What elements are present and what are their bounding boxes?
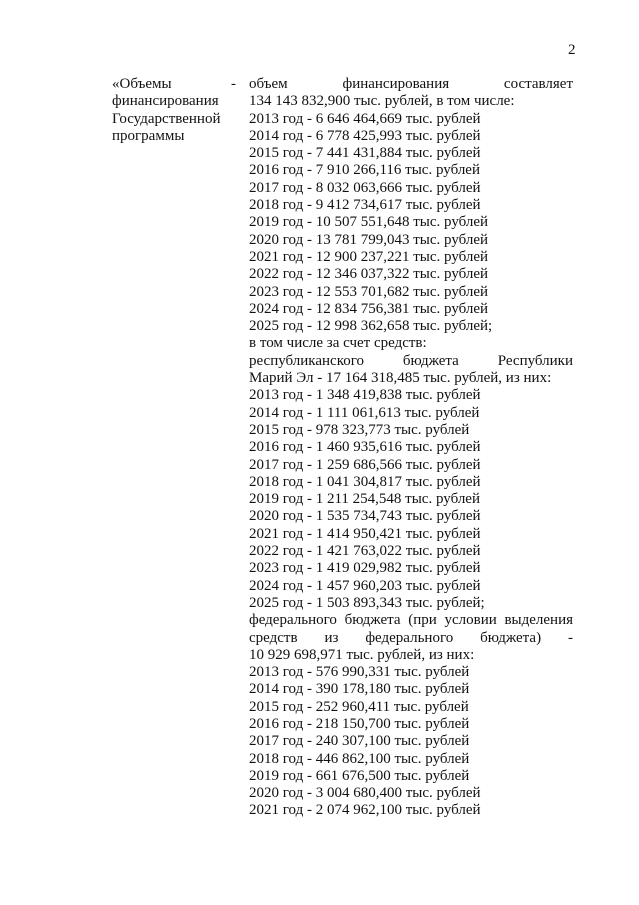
label-line: Государственной [112,110,221,127]
text-line: объем финансирования составляет [249,76,573,92]
label-line: «Объемы [112,76,172,92]
text-line: 2016 год - 7 910 266,116 тыс. рублей [249,162,480,179]
label-line: программы [112,127,185,144]
text-line: 2013 год - 576 990,331 тыс. рублей [249,664,470,681]
text-line: 2013 год - 6 646 464,669 тыс. рублей [249,110,481,127]
text-line: 2014 год - 390 178,180 тыс. рублей [249,681,470,698]
text-line: 2025 год - 1 503 893,343 тыс. рублей; [249,594,485,611]
text-line: 2015 год - 252 960,411 тыс. рублей [249,698,469,715]
text-line: 2018 год - 9 412 734,617 тыс. рублей [249,197,481,214]
text-line: 2019 год - 10 507 551,648 тыс. рублей [249,214,489,231]
text-line: 10 929 698,971 тыс. рублей, из них: [249,646,475,663]
text-line: 2015 год - 7 441 431,884 тыс. рублей [249,145,481,162]
text-line: 2018 год - 1 041 304,817 тыс. рублей [249,473,481,490]
text-line: 2017 год - 8 032 063,666 тыс. рублей [249,179,481,196]
text-line: 2018 год - 446 862,100 тыс. рублей [249,750,470,767]
text-line: 2013 год - 1 348 419,838 тыс. рублей [249,387,481,404]
text-line: 2015 год - 978 323,773 тыс. рублей [249,421,470,438]
text-line: Марий Эл - 17 164 318,485 тыс. рублей, из них: [249,370,552,387]
text-line: 2020 год - 13 781 799,043 тыс. рублей [249,231,489,248]
text-line: 2020 год - 1 535 734,743 тыс. рублей [249,508,481,525]
text-line: в том числе за счет средств: [249,335,427,352]
text-line: 2024 год - 1 457 960,203 тыс. рублей [249,577,481,594]
text-line: 2025 год - 12 998 362,658 тыс. рублей; [249,318,493,335]
text-line: федерального бюджета (при условии выделения [249,612,573,629]
label-line: финансирования [112,93,219,110]
text-line: 2014 год - 1 111 061,613 тыс. рублей [249,404,480,421]
text-line: 2021 год - 2 074 962,100 тыс. рублей [249,802,481,819]
text-line: 2017 год - 1 259 686,566 тыс. рублей [249,456,481,473]
text-line: 2021 год - 12 900 237,221 тыс. рублей [249,248,489,265]
text-line: 2020 год - 3 004 680,400 тыс. рублей [249,785,481,802]
text-line: 2014 год - 6 778 425,993 тыс. рублей [249,127,481,144]
text-line: 2022 год - 1 421 763,022 тыс. рублей [249,543,481,560]
text-line: 2016 год - 1 460 935,616 тыс. рублей [249,439,481,456]
page-number: 2 [568,42,576,58]
text-line: 2021 год - 1 414 950,421 тыс. рублей [249,525,481,542]
text-line: 2024 год - 12 834 756,381 тыс. рублей [249,300,489,317]
text-line: 2022 год - 12 346 037,322 тыс. рублей [249,266,489,283]
text-line: 2016 год - 218 150,700 тыс. рублей [249,715,470,732]
text-line: 2017 год - 240 307,100 тыс. рублей [249,733,470,750]
text-line: республиканского бюджета Республики [249,352,573,369]
text-line: 2019 год - 661 676,500 тыс. рублей [249,767,470,784]
field-separator-dash: - [231,76,236,92]
text-line: 2023 год - 12 553 701,682 тыс. рублей [249,283,489,300]
text-line: 134 143 832,900 тыс. рублей, в том числе: [249,93,515,110]
text-line: 2019 год - 1 211 254,548 тыс. рублей [249,491,480,508]
text-line: средств из федерального бюджета) - [249,629,573,646]
text-line: 2023 год - 1 419 029,982 тыс. рублей [249,560,481,577]
passport-field-label [112,76,240,145]
financing-text [249,76,573,820]
